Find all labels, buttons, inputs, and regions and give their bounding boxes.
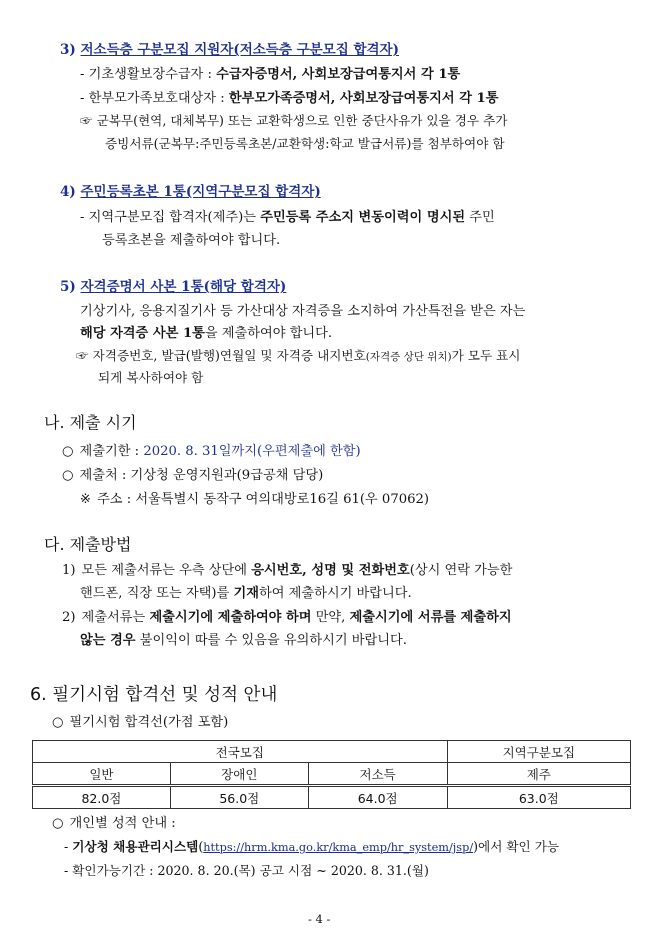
check-period-line: - 확인가능기간 : 2020. 8. 20.(목) 공고 시점 ~ 2020. 8. 31.(월) (64, 863, 429, 878)
section-5-note-text-c: 가 모두 표시 (451, 348, 521, 363)
heading-section-6: 6. 필기시험 합격선 및 성적 안내 (30, 685, 278, 705)
table-header-cell: 저소득 (308, 763, 447, 786)
section-4-number: 4) (60, 184, 76, 200)
deadline-value: 2020. 8. 31일까지(우편제출에 한함) (143, 444, 361, 459)
section-3-note (80, 110, 507, 129)
method-1-bold: 응시번호, 성명 및 전화번호 (251, 563, 410, 578)
section-5-note (76, 345, 520, 364)
table-value-cell: 64.0점 (308, 786, 447, 809)
section-5-number: 5) (60, 279, 76, 295)
cutoff-table (32, 740, 631, 809)
section-5-line-2 (80, 322, 332, 341)
section-3-line-2 (80, 87, 498, 106)
table-group-national: 전국모집 (33, 741, 448, 763)
value-basic-livelihood: 수급자증명서, 사회보장급여통지서 각 1통 (216, 67, 461, 82)
page-number: - 4 - (308, 912, 331, 926)
section-5-line-1: 기상기사, 응용지질기사 등 가산대상 자격증을 소지하여 가산특전을 받은 자는 (80, 304, 526, 319)
pointing-hand-icon: ☞ (76, 348, 89, 363)
method-2-number: 2) (62, 610, 76, 625)
section-3-note-line-2: 증빙서류(군복무:주민등록초본/교환학생:학교 발급서류)를 첨부하여야 함 (105, 136, 505, 151)
label-single-parent: - 한부모가족보호대상자 : (80, 91, 229, 106)
section-4-title (60, 180, 321, 200)
section-5-title-text: 자격증명서 사본 1통(해당 합격자) (80, 279, 287, 295)
score-system-text-end: )에서 확인 가능 (473, 839, 560, 854)
method-1-text-a: 모든 제출서류는 우측 상단에 (81, 563, 252, 578)
table-value-cell: 63.0점 (447, 786, 630, 809)
method-1-text-c: (상시 연락 가능한 (409, 563, 513, 578)
individual-score-text: 개인별 성적 안내 : (69, 816, 176, 831)
table-row (33, 786, 631, 809)
circle-bullet-icon: ○ (62, 468, 74, 483)
section-3-line-1 (80, 63, 460, 82)
table-row (33, 741, 631, 763)
method-2-line-1 (62, 606, 512, 625)
section-4-text-c: 주민 (465, 210, 495, 225)
table-row (33, 763, 631, 786)
reference-mark-icon: ※ (80, 492, 92, 507)
method-1-line-2 (80, 582, 412, 601)
method-1-bold-2: 기재 (233, 586, 259, 601)
method-1-line-1 (62, 559, 512, 578)
method-2-bold: 제출시기에 제출하여야 하며 (149, 610, 312, 625)
deadline-label: 제출기한 : (79, 444, 144, 459)
score-system-paren-open: ( (198, 839, 204, 854)
label-basic-livelihood: - 기초생활보장수급자 : (80, 67, 217, 82)
method-2-text-a: 제출서류는 (81, 610, 150, 625)
cutoff-subheading-text: 필기시험 합격선(가점 포함) (69, 715, 229, 730)
table-group-regional: 지역구분모집 (447, 741, 630, 763)
address-text: 주소 : 서울특별시 동작구 여의대방로16길 61(우 07062) (97, 492, 430, 507)
address-line (80, 488, 429, 507)
table-value-cell: 56.0점 (170, 786, 308, 809)
section-4-text-a: - 지역구분모집 합격자(제주)는 (80, 210, 261, 225)
submit-to-line (62, 464, 323, 483)
table-header-cell: 일반 (33, 763, 171, 786)
section-4-line-1 (80, 206, 495, 225)
method-1-number: 1) (62, 563, 76, 578)
section-3-title (60, 38, 399, 58)
section-5-note-text-a: 자격증번호, 발급(발행)연월일 및 자격증 내지번호 (92, 348, 366, 363)
table-value-cell: 82.0점 (33, 786, 171, 809)
circle-bullet-icon: ○ (52, 816, 64, 831)
individual-score-line (52, 812, 176, 831)
section-3-number: 3) (60, 42, 76, 58)
method-1-text-d: 핸드폰, 직장 또는 자택)를 (80, 586, 234, 601)
section-5-title (60, 275, 286, 295)
section-5-note-small: (자격증 상단 위치) (365, 351, 452, 363)
section-5-bold-text: 해당 자격증 사본 1통 (80, 326, 205, 341)
heading-submission-method: 다. 제출방법 (44, 535, 132, 554)
score-system-name: 기상청 채용관리시스템 (72, 839, 199, 854)
deadline-line (62, 440, 361, 459)
section-4-line-2: 등록초본을 제출하여야 합니다. (102, 233, 281, 248)
section-4-title-text: 주민등록초본 1통(지역구분모집 합격자) (80, 184, 321, 200)
score-system-line (64, 836, 559, 855)
method-1-text-f: 하여 제출하시기 바랍니다. (258, 586, 412, 601)
section-4-text-bold: 주민등록 주소지 변동이력이 명시된 (260, 210, 466, 225)
heading-submission-period: 나. 제출 시기 (44, 413, 137, 432)
circle-bullet-icon: ○ (52, 715, 64, 730)
method-2-bold-3: 않는 경우 (80, 633, 136, 648)
score-system-link[interactable]: https://hrm.kma.go.kr/kma_emp/hr_system/jsp/ (203, 841, 474, 854)
method-2-bold-2: 제출시기에 서류를 제출하지 (349, 610, 512, 625)
section-5-text: 을 제출하여야 합니다. (204, 326, 333, 341)
cutoff-subheading (52, 711, 228, 730)
table-header-cell: 장애인 (170, 763, 308, 786)
table-header-cell: 제주 (447, 763, 630, 786)
score-system-dash: - (64, 839, 73, 854)
circle-bullet-icon: ○ (62, 444, 74, 459)
section-3-note-line-1: 군복무(현역, 대체복무) 또는 교환학생으로 인한 중단사유가 있을 경우 추가 (96, 113, 508, 128)
method-2-line-2 (80, 629, 407, 648)
section-3-title-text: 저소득층 구분모집 지원자(저소득층 구분모집 합격자) (80, 42, 399, 58)
value-single-parent: 한부모가족증명서, 사회보장급여통지서 각 1통 (228, 91, 499, 106)
pointing-hand-icon: ☞ (80, 113, 93, 128)
section-5-note-line-2: 되게 복사하여야 함 (98, 370, 204, 385)
method-2-text-f: 불이익이 따를 수 있음을 유의하시기 바랍니다. (135, 633, 407, 648)
method-2-text-c: 만약, (311, 610, 350, 625)
submit-to-text: 제출처 : 기상청 운영지원과(9급공채 담당) (79, 468, 324, 483)
